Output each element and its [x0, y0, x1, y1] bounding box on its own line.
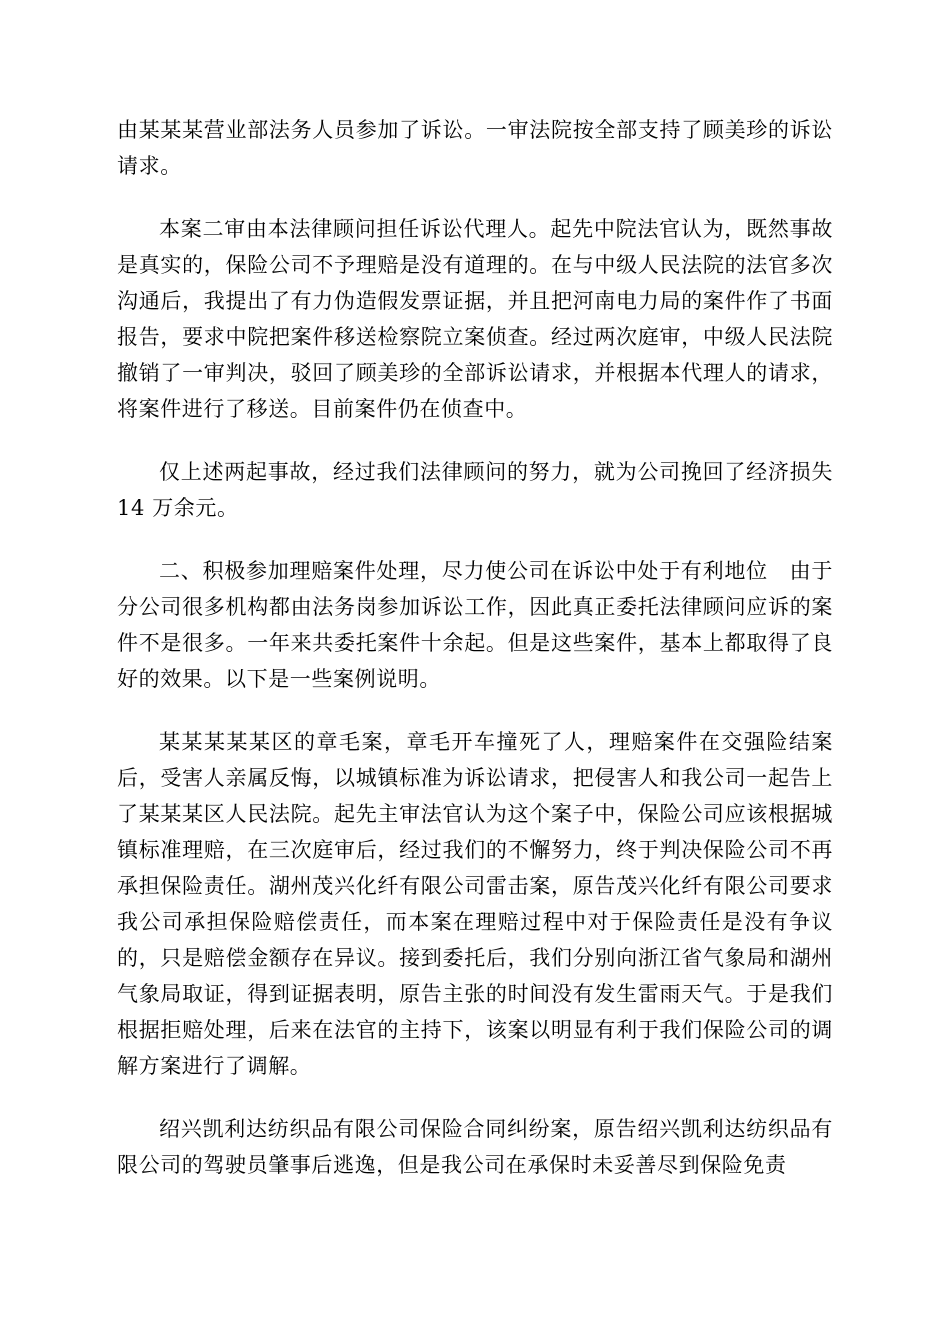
paragraph-case-examples: 某某某某某区的章毛案，章毛开车撞死了人，理赔案件在交强险结案后，受害人亲属反悔，以城镇标准为诉讼请求，把侵害人和我公司一起告上了某某某区人民法院。起先主审法官认为这个案子中，保险公司应该根据城镇标准理赔，在三次庭审后，经过我们的不懈努力，终于判决保险公司不再承担保险责任。湖州茂兴化纤有限公司雷击案，原告茂兴化纤有限公司要求我公司承担保险赔偿责任，而本案在理赔过程中对于保险责任是没有争议的，只是赔偿金额存在异议。接到委托后，我们分别向浙江省气象局和湖州气象局取证，得到证据表明，原告主张的时间没有发生雷雨天气。于是我们根据拒赔处理，后来在法官的主持下，该案以明显有利于我们保险公司的调解方案进行了调解。: [117, 730, 833, 1078]
paragraph-section-two: 二、积极参加理赔案件处理，尽力使公司在诉讼中处于有利地位 由于分公司很多机构都由法务岗参加诉讼工作，因此真正委托法律顾问应诉的案件不是很多。一年来共委托案件十余起。但是这些案件，基本上都取得了良好的效果。以下是一些案例说明。: [117, 559, 833, 691]
paragraph-second-instance: 本案二审由本法律顾问担任诉讼代理人。起先中院法官认为，既然事故是真实的，保险公司不予理赔是没有道理的。在与中级人民法院的法官多次沟通后，我提出了有力伪造假发票证据，并且把河南电力局的案件作了书面报告，要求中院把案件移送检察院立案侦查。经过两次庭审，中级人民法院撤销了一审判决，驳回了顾美珍的全部诉讼请求，并根据本代理人的请求，将案件进行了移送。目前案件仍在侦查中。: [117, 217, 833, 421]
paragraph-loss-recovery: 仅上述两起事故，经过我们法律顾问的努力，就为公司挽回了经济损失 14 万余元。: [117, 460, 833, 520]
document-body: [117, 112, 833, 1210]
paragraph-shaoxing-case: 绍兴凯利达纺织品有限公司保险合同纠纷案，原告绍兴凯利达纺织品有限公司的驾驶员肇事后逃逸，但是我公司在承保时未妥善尽到保险免责: [117, 1117, 833, 1177]
paragraph-continued: 由某某某营业部法务人员参加了诉讼。一审法院按全部支持了顾美珍的诉讼请求。: [117, 118, 833, 178]
